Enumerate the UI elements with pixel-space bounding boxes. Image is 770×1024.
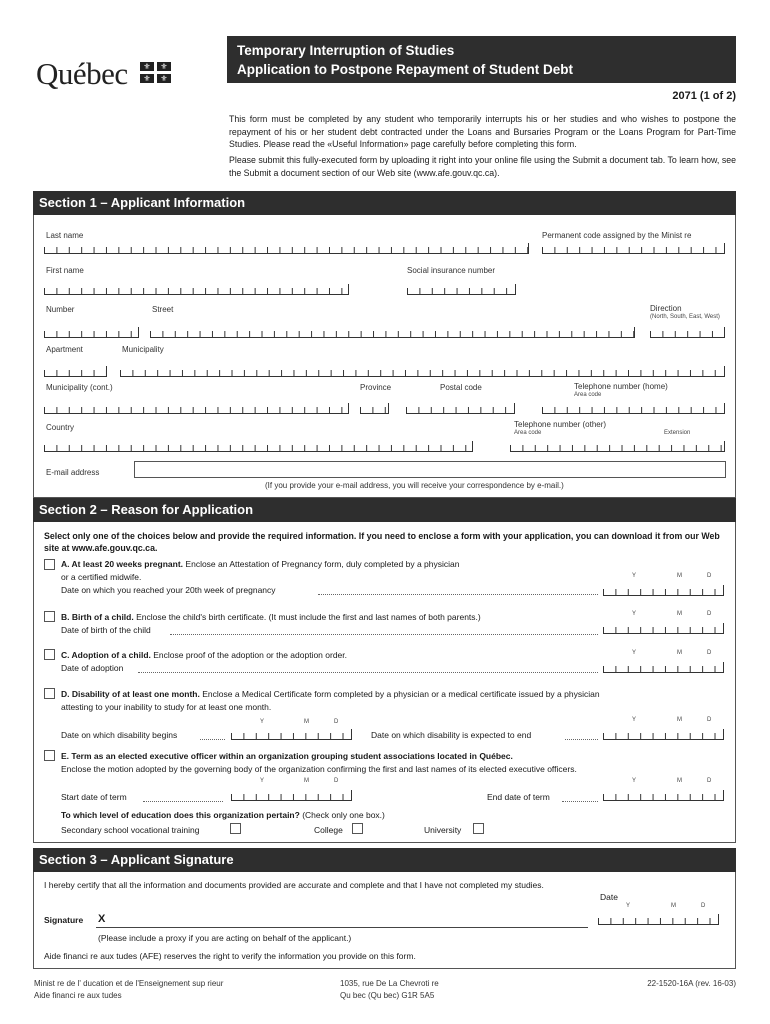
university-checkbox[interactable] [473,823,484,834]
first-name-field[interactable] [44,284,349,295]
footer-city: Qu bec (Qu bec) G1R 5A5 [340,991,435,1000]
municipality-label: Municipality [122,345,164,354]
option-a-line2: or a certified midwife. [61,572,142,582]
reserve-note: Aide financi re aux tudes (AFE) reserves the right to verify the information you provide on this form. [44,951,416,961]
option-d-checkbox[interactable] [44,688,55,699]
option-d-begin-date-field[interactable] [231,729,352,740]
option-e-checkbox[interactable] [44,750,55,761]
apartment-label: Apartment [46,345,83,354]
intro-paragraph-1: This form must be completed by any student who temporarily interrupts his or her studies and who wishes to postpone the repayment of his or her student debt contracted under the Loans and Bursaries Program or the Loans Program for Part-Time Studies. Please read the «Useful Information» page carefully before completing this form. [229,114,736,149]
intro-paragraph-2: Please submit this fully-executed form by uploading it right into your online file using the Submit a document tab. To learn how, see the Submit a document section of our Web site (www.afe.gouv.qc.ca). [229,155,736,178]
form-title-line1: Temporary Interruption of Studies [237,43,455,58]
option-e-start-date-field[interactable] [231,790,352,801]
section2-instruction: Select only one of the choices below and provide the required information. If you need to enclose a form with your application, you can download it from our Web site at www.afe.gouv.qc.ca. [44,531,720,553]
option-d-end-label: Date on which disability is expected to end [371,730,532,740]
section1-header: Section 1 – Applicant Information [33,191,736,215]
option-b-date-label: Date of birth of the child [61,625,151,635]
last-name-field[interactable] [44,243,529,254]
area-code-other-label: Area code [514,430,542,436]
apartment-field[interactable] [44,366,107,377]
option-b-checkbox[interactable] [44,611,55,622]
option-b-line: B. Birth of a child. Enclose the child's birth certificate. (It must include the first and last names of both parents.) [61,612,481,622]
province-label: Province [360,383,392,392]
tel-other-field[interactable] [510,441,725,452]
tel-home-label: Telephone number (home) [574,382,668,391]
dot-leader [143,801,223,802]
tel-other-label: Telephone number (other) [514,420,607,429]
postal-code-field[interactable] [406,403,515,414]
email-label: E-mail address [46,468,100,477]
option-college-label: College [314,825,343,835]
last-name-label: Last name [46,231,84,240]
form-number: 2071 (1 of 2) [672,90,736,102]
option-d-line2: attesting to your inability to study for at least one month. [61,702,272,712]
footer-ministry: Minist re de l' ducation et de l'Enseignement sup rieur [34,979,224,988]
municipality-cont-field[interactable] [44,403,349,414]
extension-label: Extension [664,430,691,436]
education-level-question: To which level of education does this organization pertain? (Check only one box.) [61,810,385,820]
option-c-line: C. Adoption of a child. Enclose proof of the adoption or the adoption order. [61,650,347,660]
quebec-flag-icon: ⚜ ⚜ ⚜ ⚜ [140,62,174,84]
quebec-logo-text: Québec [36,56,128,91]
email-note: (If you provide your e-mail address, you will receive your correspondence by e-mail.) [265,481,564,490]
form-title-bar [227,36,736,83]
signature-label: Signature [44,915,84,925]
dot-leader [200,739,225,740]
direction-hint: (North, South, East, West) [650,314,720,320]
signature-x-mark: X [98,913,106,925]
footer-afe: Aide financi re aux tudes [34,991,122,1000]
signature-line[interactable] [96,926,588,928]
option-d-begin-label: Date on which disability begins [61,730,178,740]
secondary-checkbox[interactable] [230,823,241,834]
street-field[interactable] [150,327,635,338]
option-d-line: D. Disability of at least one month. Enclose a Medical Certificate form completed by a physician or a medical certificate issued by a physician [61,689,600,699]
dot-leader [318,594,598,595]
option-e-title: E. Term as an elected executive officer within an organization grouping student associations located in Québec. [61,751,513,761]
sign-date-label: Date [600,892,618,902]
province-field[interactable] [360,403,389,414]
email-field[interactable] [134,461,726,478]
college-checkbox[interactable] [352,823,363,834]
form-title-line2: Application to Postpone Repayment of Student Debt [237,62,574,77]
option-a-date-field[interactable] [603,585,724,596]
option-e-start-label: Start date of term [61,792,127,802]
option-c-date-field[interactable] [603,662,724,673]
footer-address: 1035, rue De La Chevroti re [340,979,439,988]
proxy-note: (Please include a proxy if you are acting on behalf of the applicant.) [98,933,352,943]
direction-field[interactable] [650,327,725,338]
area-code-label: Area code [574,392,602,398]
country-label: Country [46,423,75,432]
footer-form-code: 22-1520-16A (rev. 16-03) [647,979,736,988]
postal-code-label: Postal code [440,383,482,392]
option-university-label: University [424,825,462,835]
dot-leader [565,739,598,740]
number-label: Number [46,305,75,314]
municipality-field[interactable] [120,366,725,377]
dot-leader [138,672,598,673]
first-name-label: First name [46,266,84,275]
country-field[interactable] [44,441,473,452]
sin-label: Social insurance number [407,266,496,275]
option-c-date-label: Date of adoption [61,663,124,673]
option-e-end-label: End date of term [487,792,550,802]
section2-header: Section 2 – Reason for Application [33,498,736,522]
sign-date-field[interactable] [598,914,719,925]
option-a-checkbox[interactable] [44,559,55,570]
direction-label: Direction [650,304,682,313]
permanent-code-label: Permanent code assigned by the Minist re [542,231,692,240]
option-e-text: Enclose the motion adopted by the governing body of the organization confirming the first and last names of its elected executive officers. [61,764,577,774]
dot-leader [170,634,598,635]
section3-header: Section 3 – Applicant Signature [33,848,736,872]
option-b-date-field[interactable] [603,623,724,634]
option-e-end-date-field[interactable] [603,790,724,801]
sin-field[interactable] [407,284,516,295]
section1-frame [33,215,736,498]
option-a-line: A. At least 20 weeks pregnant. Enclose an Attestation of Pregnancy form, duly completed by a physician [61,559,460,569]
municipality-cont-label: Municipality (cont.) [46,383,113,392]
street-label: Street [152,305,174,314]
number-field[interactable] [44,327,139,338]
certify-text: I hereby certify that all the information and documents provided are accurate and complete and that I have not completed my studies. [44,880,544,890]
permanent-code-field[interactable] [542,243,725,254]
option-a-date-label: Date on which you reached your 20th week of pregnancy [61,585,276,595]
option-secondary-label: Secondary school vocational training [61,825,200,835]
option-c-checkbox[interactable] [44,649,55,660]
option-d-end-date-field[interactable] [603,729,724,740]
tel-home-field[interactable] [542,403,725,414]
dot-leader [562,801,598,802]
